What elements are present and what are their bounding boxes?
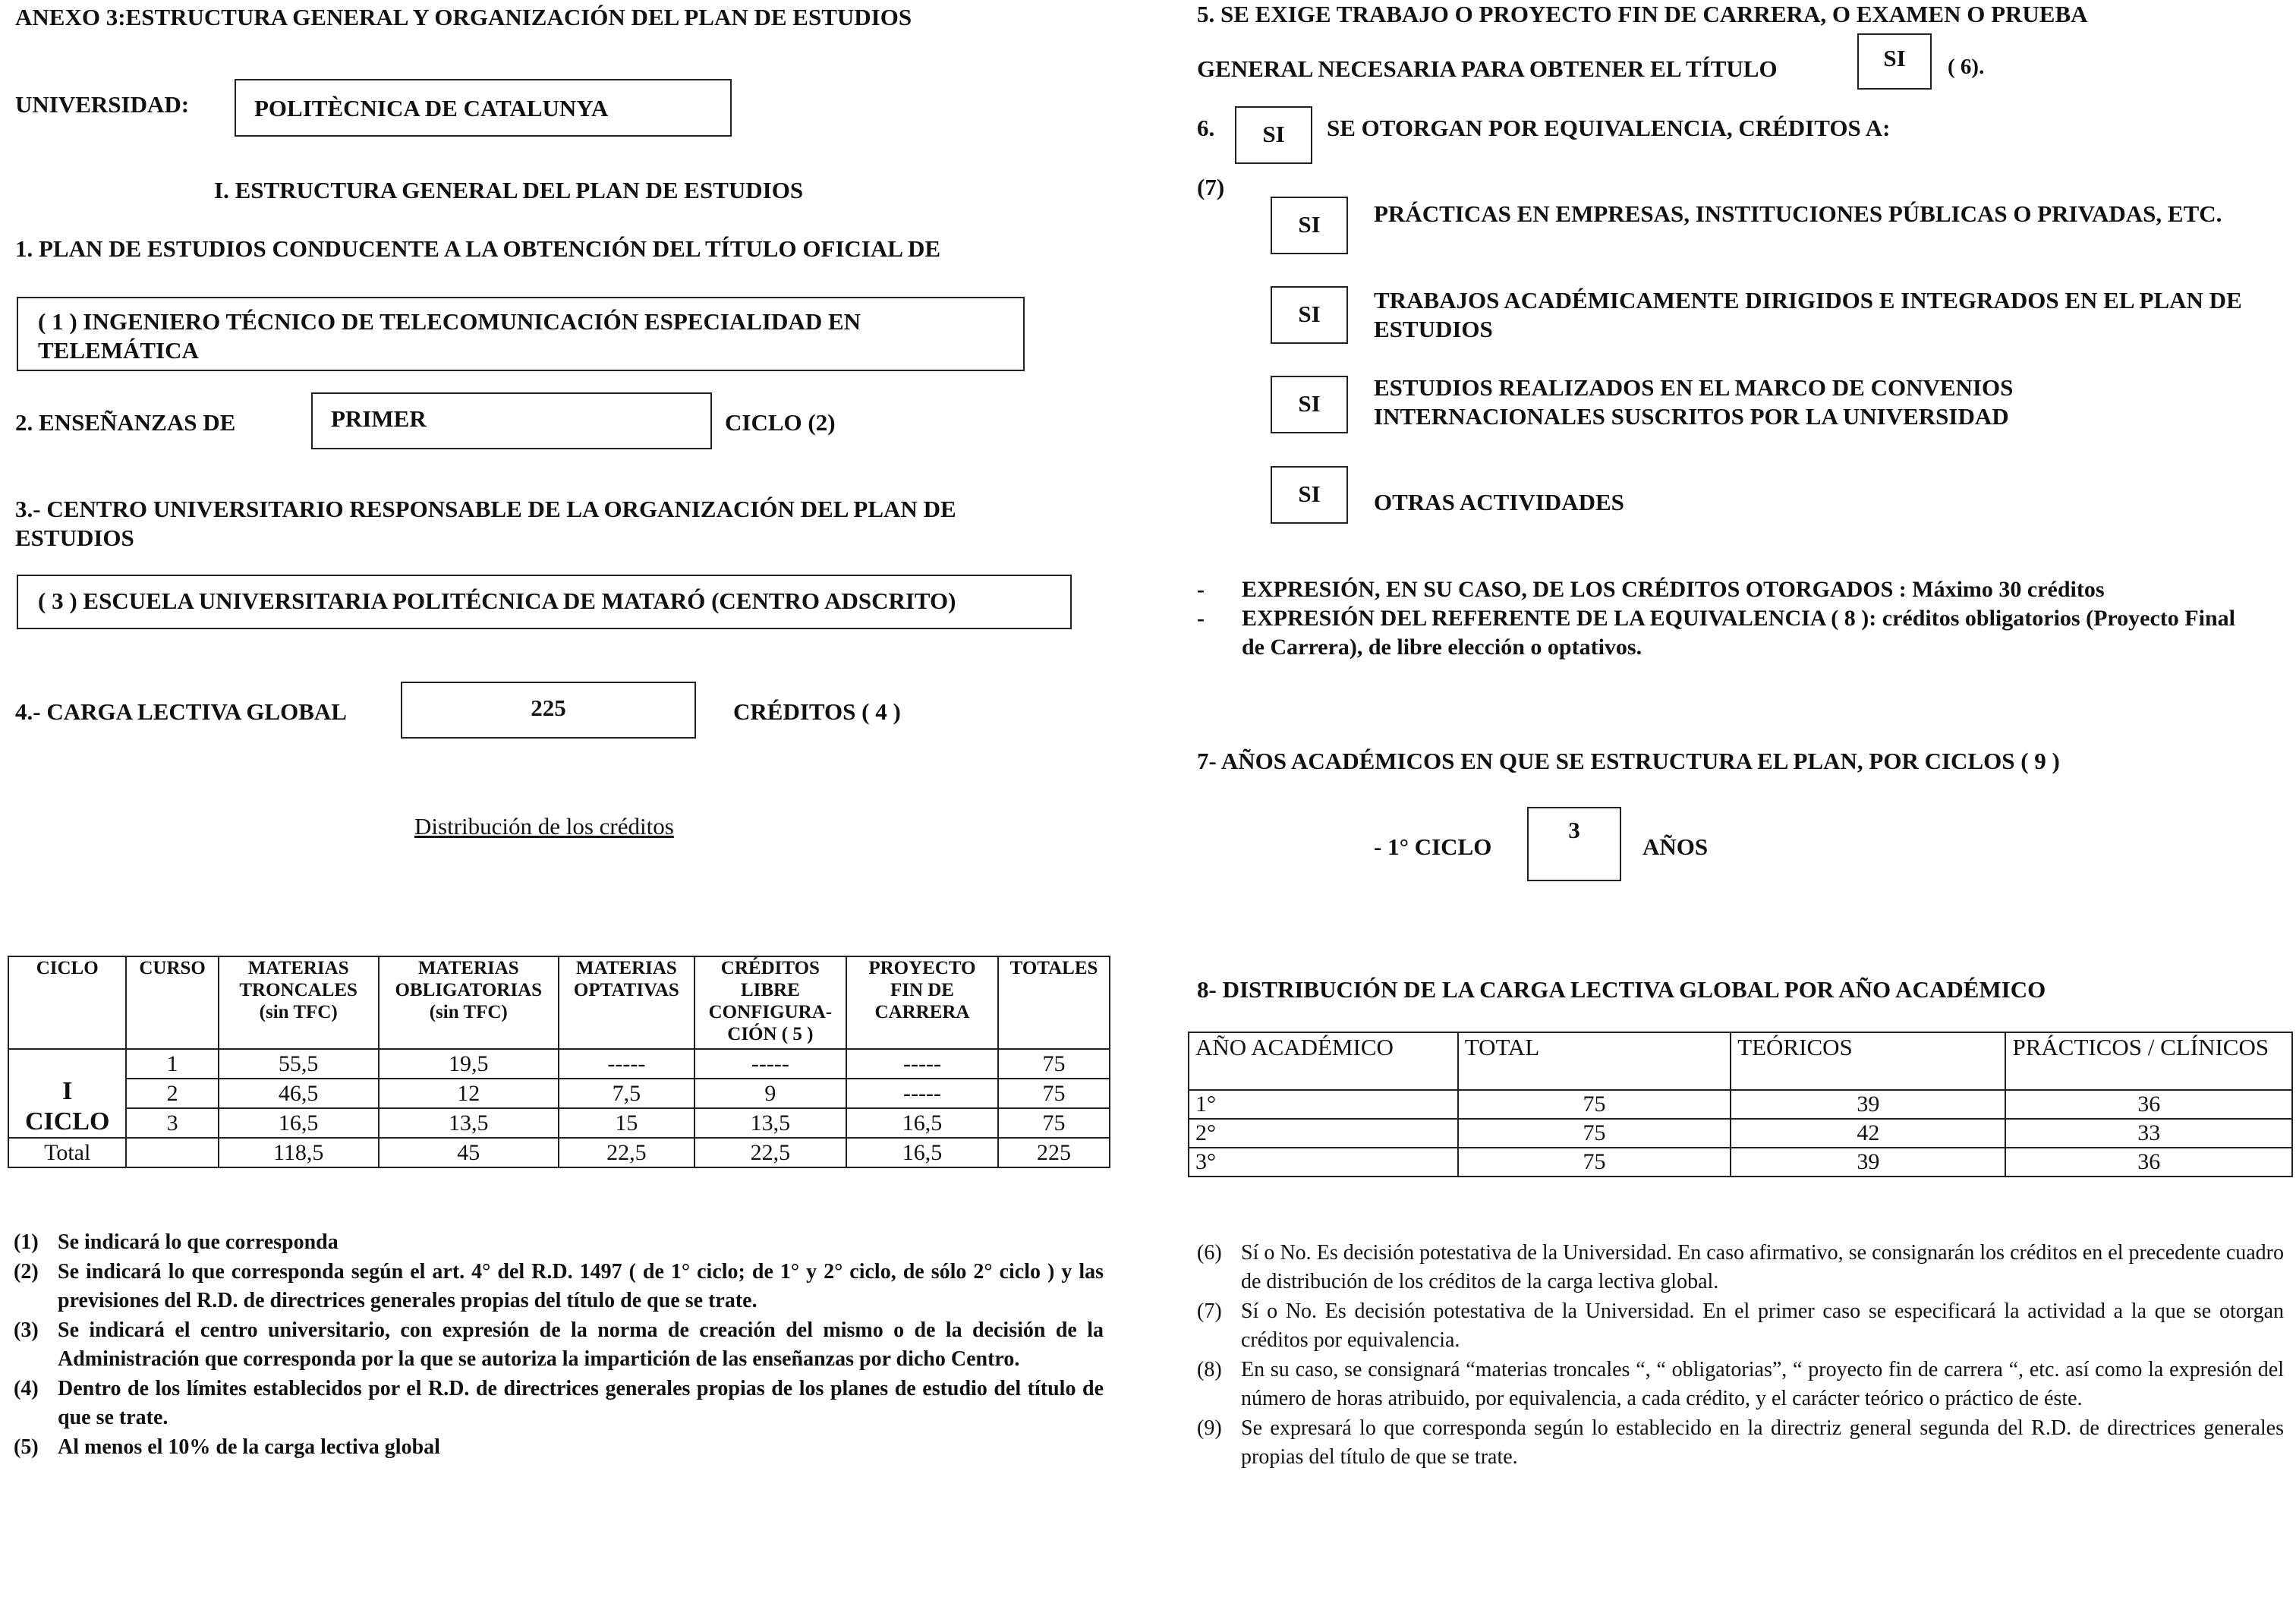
cell-troncales: 46,5 — [219, 1079, 379, 1108]
cell-curso: 1 — [126, 1049, 218, 1079]
cell-year: 2° — [1189, 1119, 1458, 1148]
header-troncales: MATERIAS TRONCALES (sin TFC) — [219, 956, 379, 1049]
cycle-suffix: AÑOS — [1642, 833, 1709, 860]
cell-optativas: 15 — [559, 1108, 694, 1138]
ciclo-cell — [8, 1049, 126, 1138]
option-text-3: ESTUDIOS REALIZADOS EN EL MARCO DE CONVENIOS INTERNACIONALES SUSCRITOS POR LA UNIVERSIDAD — [1374, 374, 2014, 430]
header-year: AÑO ACADÉMICO — [1189, 1032, 1458, 1090]
item7-title: 7- AÑOS ACADÉMICOS EN QUE SE ESTRUCTURA EL PLAN, POR CICLOS ( 9 ) — [1197, 748, 2060, 774]
left-footnotes — [14, 1228, 1104, 1463]
item6-text: SE OTORGAN POR EQUIVALENCIA, CRÉDITOS A: — [1327, 115, 1891, 141]
ciclo-label-2: CICLO — [24, 1107, 110, 1136]
university-box — [235, 79, 732, 137]
cycle-type-box — [311, 392, 712, 449]
cell-totales: 75 — [998, 1079, 1110, 1108]
cell-total: 75 — [1458, 1148, 1731, 1177]
total-proyecto: 16,5 — [846, 1138, 998, 1167]
total-row — [8, 1138, 1110, 1167]
footnote-9: (9) Se expresará lo que corresponda según lo establecido en la directriz general segunda del R.D. de directrices generales propias del título de que se trate. — [1197, 1416, 2284, 1469]
cell-practicos: 36 — [2005, 1148, 2292, 1177]
item3-label: 3.- CENTRO UNIVERSITARIO RESPONSABLE DE LA ORGANIZACIÓN DEL PLAN DE ESTUDIOS — [15, 496, 956, 551]
cell-troncales: 16,5 — [219, 1108, 379, 1138]
cell-year: 3° — [1189, 1148, 1458, 1177]
option-text-1: PRÁCTICAS EN EMPRESAS, INSTITUCIONES PÚBLICAS O PRIVADAS, ETC. — [1374, 200, 2222, 227]
item6-label: 6. — [1197, 115, 1215, 141]
cycle-label: - 1° CICLO — [1374, 833, 1492, 860]
credits-box — [401, 682, 696, 739]
total-troncales: 118,5 — [219, 1138, 379, 1167]
center-value: ( 3 ) ESCUELA UNIVERSITARIA POLITÉCNICA DE MATARÓ (CENTRO ADSCRITO) — [38, 587, 956, 614]
cell-optativas: 7,5 — [559, 1079, 694, 1108]
university-label: UNIVERSIDAD: — [15, 91, 190, 118]
cell-proyecto: ----- — [846, 1049, 998, 1079]
degree-box — [17, 297, 1025, 371]
footnote-8: (8) En su caso, se consignará “materias troncales “, “ obligatorias”, “ proyecto fin de carrera “, etc. así como la expresión del número de horas atribuido, por equivalencia, a cada crédito, y el carácter teórico o práctico de éste. — [1197, 1358, 2284, 1410]
item7-label: (7) — [1197, 174, 1225, 200]
cell-libre: 13,5 — [694, 1108, 846, 1138]
cell-obligatorias: 12 — [379, 1079, 559, 1108]
cell-libre: ----- — [694, 1049, 846, 1079]
cell-proyecto: 16,5 — [846, 1108, 998, 1138]
footnote-1: (1) Se indicará lo que corresponda — [14, 1230, 339, 1254]
item1-label: 1. PLAN DE ESTUDIOS CONDUCENTE A LA OBTENCIÓN DEL TÍTULO OFICIAL DE — [15, 235, 941, 262]
item4-suffix: CRÉDITOS ( 4 ) — [733, 698, 901, 725]
year-table — [1188, 1032, 2293, 1177]
section-title: I. ESTRUCTURA GENERAL DEL PLAN DE ESTUDIOS — [214, 177, 804, 203]
cell-totales: 75 — [998, 1108, 1110, 1138]
center-box — [17, 575, 1072, 629]
footnote-2: (2) Se indicará lo que corresponda según el art. 4° del R.D. 1497 ( de 1° ciclo; de 1° y 2° ciclo, de sólo 2° ciclo ) y las previsiones del R.D. de directrices generales propias del título de que se trate. — [14, 1260, 1104, 1312]
item5-line1: 5. SE EXIGE TRABAJO O PROYECTO FIN DE CARRERA, O EXAMEN O PRUEBA — [1197, 1, 2088, 27]
cell-obligatorias: 13,5 — [379, 1108, 559, 1138]
table-row — [1189, 1119, 2292, 1148]
cell-curso: 3 — [126, 1108, 218, 1138]
cell-teoricos: 39 — [1731, 1090, 2005, 1119]
header-proyecto: PROYECTO FIN DE CARRERA — [846, 956, 998, 1049]
footnote-6: (6) Sí o No. Es decisión potestativa de la Universidad. En caso afirmativo, se consignarán los créditos en el precedente cuadro de distribución de los créditos de la carga lectiva global. — [1197, 1241, 2284, 1293]
credits-value: 225 — [531, 695, 566, 721]
header-curso: CURSO — [126, 956, 218, 1049]
bullet-dash-2: - — [1197, 606, 1205, 631]
table-row — [8, 1079, 1110, 1108]
year-table-header — [1189, 1032, 2292, 1090]
total-optativas: 22,5 — [559, 1138, 694, 1167]
cell-libre: 9 — [694, 1079, 846, 1108]
cycle-type-value: PRIMER — [331, 405, 427, 432]
cell-practicos: 33 — [2005, 1119, 2292, 1148]
item5-box — [1857, 33, 1932, 90]
option-box-3: SI — [1271, 376, 1348, 433]
cycle-years-value: 3 — [1568, 817, 1580, 843]
option-box-2: SI — [1271, 286, 1348, 344]
item5-suffix: ( 6). — [1948, 55, 1985, 79]
cell-troncales: 55,5 — [219, 1049, 379, 1079]
header-optativas: MATERIAS OPTATIVAS — [559, 956, 694, 1049]
total-label: Total — [8, 1138, 126, 1167]
header-totales: TOTALES — [998, 956, 1110, 1049]
bullet-1: EXPRESIÓN, EN SU CASO, DE LOS CRÉDITOS OTORGADOS : Máximo 30 créditos — [1242, 577, 2105, 602]
header-libre: CRÉDITOS LIBRE CONFIGURA-CIÓN ( 5 ) — [694, 956, 846, 1049]
total-curso-empty — [126, 1138, 218, 1167]
header-ciclo: CICLO — [8, 956, 126, 1049]
item2-suffix: CICLO (2) — [725, 409, 836, 436]
distribution-heading: Distribución de los créditos — [414, 813, 674, 840]
cell-teoricos: 39 — [1731, 1148, 2005, 1177]
footnote-3: (3) Se indicará el centro universitario, con expresión de la norma de creación del mismo o de la decisión de la Administración que corresponda por la que se autoriza la impartición de las enseñanzas por dicho Centro. — [14, 1318, 1104, 1371]
item5-line2: GENERAL NECESARIA PARA OBTENER EL TÍTULO — [1197, 55, 1778, 82]
cell-obligatorias: 19,5 — [379, 1049, 559, 1079]
header-obligatorias: MATERIAS OBLIGATORIAS (sin TFC) — [379, 956, 559, 1049]
cell-teoricos: 42 — [1731, 1119, 2005, 1148]
annex-title: ANEXO 3:ESTRUCTURA GENERAL Y ORGANIZACIÓN DEL PLAN DE ESTUDIOS — [15, 4, 912, 30]
footnote-4: (4) Dentro de los límites establecidos por el R.D. de directrices generales propias de los planes de estudio del título de que se trate. — [14, 1377, 1104, 1429]
footnote-5: (5) Al menos el 10% de la carga lectiva global — [14, 1435, 440, 1459]
table-row — [8, 1108, 1110, 1138]
header-total: TOTAL — [1458, 1032, 1731, 1090]
degree-value: ( 1 ) INGENIERO TÉCNICO DE TELECOMUNICACIÓN ESPECIALIDAD EN TELEMÁTICA — [38, 308, 861, 364]
university-value: POLITÈCNICA DE CATALUNYA — [254, 95, 609, 121]
cell-proyecto: ----- — [846, 1079, 998, 1108]
option-box-1: SI — [1271, 197, 1348, 254]
cell-curso: 2 — [126, 1079, 218, 1108]
cell-totales: 75 — [998, 1049, 1110, 1079]
right-footnotes — [1197, 1239, 2284, 1473]
item8-title: 8- DISTRIBUCIÓN DE LA CARGA LECTIVA GLOBAL POR AÑO ACADÉMICO — [1197, 976, 2046, 1003]
bullet-2: EXPRESIÓN DEL REFERENTE DE LA EQUIVALENCIA ( 8 ): créditos obligatorios (Proyecto Final de Carrera), de libre elección o optativos. — [1242, 606, 2235, 660]
total-obligatorias: 45 — [379, 1138, 559, 1167]
header-teoricos: TEÓRICOS — [1731, 1032, 2005, 1090]
option-text-4: OTRAS ACTIVIDADES — [1374, 489, 1624, 515]
bullet-dash-1: - — [1197, 577, 1205, 602]
total-libre: 22,5 — [694, 1138, 846, 1167]
item2-label: 2. ENSEÑANZAS DE — [15, 409, 236, 436]
item5-value: SI — [1883, 45, 1906, 71]
footnote-7: (7) Sí o No. Es decisión potestativa de la Universidad. En el primer caso se especificará la actividad a la que se otorgan créditos por equivalencia. — [1197, 1299, 2284, 1352]
table-row — [8, 1049, 1110, 1079]
cycle-years-box — [1527, 807, 1621, 881]
item4-label: 4.- CARGA LECTIVA GLOBAL — [15, 698, 347, 725]
credits-table — [8, 956, 1110, 1168]
header-practicos: PRÁCTICOS / CLÍNICOS — [2005, 1032, 2292, 1090]
cell-year: 1° — [1189, 1090, 1458, 1119]
cell-total: 75 — [1458, 1119, 1731, 1148]
table-row — [1189, 1090, 2292, 1119]
item6-box: SI — [1235, 106, 1312, 164]
ciclo-label-1: I — [62, 1077, 73, 1105]
option-text-2: TRABAJOS ACADÉMICAMENTE DIRIGIDOS E INTEGRADOS EN EL PLAN DE ESTUDIOS — [1374, 287, 2242, 342]
total-totales: 225 — [998, 1138, 1110, 1167]
cell-practicos: 36 — [2005, 1090, 2292, 1119]
credits-table-header — [8, 956, 1110, 1049]
option-box-4: SI — [1271, 466, 1348, 524]
cell-optativas: ----- — [559, 1049, 694, 1079]
cell-total: 75 — [1458, 1090, 1731, 1119]
table-row — [1189, 1148, 2292, 1177]
